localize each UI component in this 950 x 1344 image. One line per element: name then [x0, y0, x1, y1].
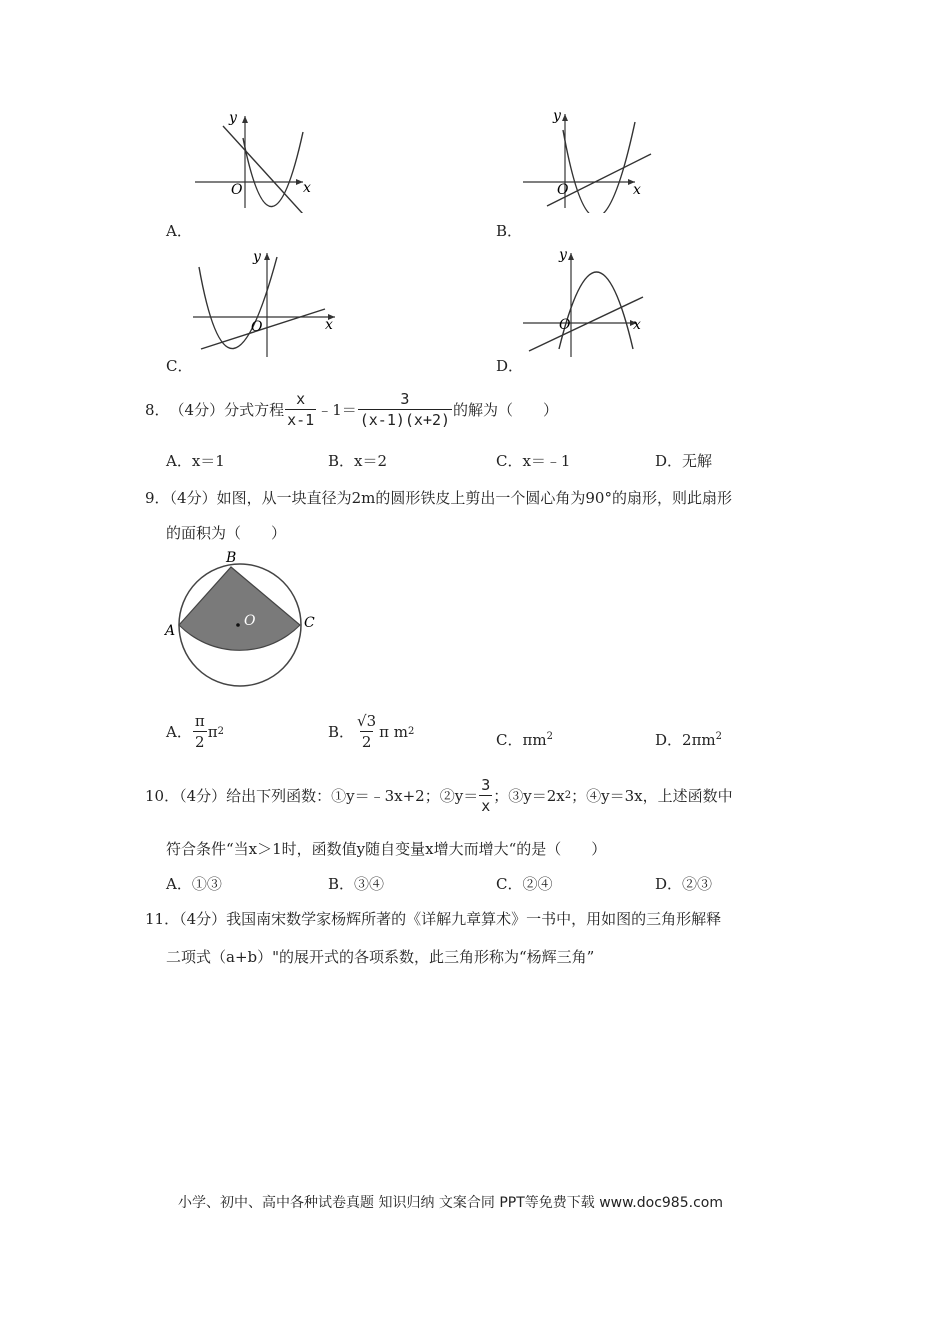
- question-10-line2: 符合条件“当x＞1时，函数值y随自变量x增大而增大“的是（ ）: [166, 840, 607, 858]
- question-9-line2: 的面积为（ ）: [166, 524, 287, 542]
- stem-part-b: ；③y＝2x: [493, 787, 565, 805]
- origin-label: O: [559, 317, 571, 333]
- fraction-denominator: x-1: [287, 411, 315, 429]
- page-footer: 小学、初中、高中各种试卷真题 知识归纳 文案合同 PPT等免费下载 www.doc985.com: [178, 1195, 723, 1211]
- q8-option-b: B．x＝2: [328, 452, 388, 470]
- stem-mid: ﹣1＝: [317, 401, 357, 419]
- fraction: [479, 776, 492, 815]
- fraction-numerator: 3: [481, 776, 491, 794]
- y-axis-arrow: [242, 116, 248, 123]
- x-label: x: [633, 182, 641, 198]
- exponent: 2: [715, 731, 723, 742]
- stem-prefix: （4分）分式方程: [169, 401, 285, 419]
- question-10-line1: [145, 776, 733, 815]
- x-label: x: [303, 180, 311, 196]
- x-label: x: [325, 317, 333, 333]
- option-unit: π: [207, 722, 218, 741]
- q8-option-a: A．x＝1: [166, 452, 225, 470]
- point-o-label: O: [244, 613, 256, 629]
- q9-option-b: [328, 712, 414, 751]
- origin-label: O: [231, 182, 243, 198]
- y-label: y: [229, 110, 237, 126]
- fraction-numerator: 3: [400, 390, 410, 408]
- option-unit: π m: [379, 722, 408, 741]
- y-label: y: [559, 247, 567, 263]
- q8-option-c: C．x＝﹣1: [496, 452, 571, 470]
- fraction-denominator: x: [481, 797, 491, 815]
- q8-option-d: D．无解: [655, 452, 713, 470]
- fraction-2: [358, 390, 452, 429]
- graph-c: [185, 245, 345, 360]
- fraction-numerator: π: [194, 712, 205, 730]
- stem-suffix: 的解为（ ）: [453, 401, 559, 419]
- shaded-sector: [179, 567, 300, 650]
- y-axis-arrow: [562, 114, 568, 121]
- parabola: [559, 272, 633, 349]
- y-axis-arrow: [264, 253, 270, 260]
- graph-a: [185, 108, 325, 213]
- q10-option-c: C．②④: [496, 875, 553, 893]
- fraction-denominator: 2: [195, 733, 205, 751]
- option-c-label: C．: [166, 357, 193, 375]
- stem-part-c: ；④y＝3x，上述函数中: [571, 787, 733, 805]
- option-text: D．2πm: [655, 731, 716, 749]
- fraction-denominator: (x-1)(x+2): [359, 411, 451, 429]
- option-text: C．πm: [496, 731, 547, 749]
- line: [547, 154, 651, 206]
- fraction-numerator: x: [296, 390, 306, 408]
- origin-label: O: [251, 319, 263, 335]
- q9-option-d: [655, 729, 722, 750]
- question-11-line1: 11．（4分）我国南宋数学家杨辉所著的《详解九章算术》一书中，用如图的三角形解释: [145, 910, 722, 928]
- q10-option-d: D．②③: [655, 875, 713, 893]
- q9-option-c: [496, 729, 553, 750]
- point-c-label: C: [304, 615, 315, 631]
- graph-b: [515, 108, 660, 213]
- fraction-1: [285, 390, 316, 429]
- y-label: y: [553, 108, 561, 124]
- graph-d: [515, 245, 660, 360]
- question-9-line1: 9．（4分）如图，从一块直径为2m的圆形铁皮上剪出一个圆心角为90°的扇形，则此扇形: [145, 489, 732, 507]
- exponent: 2: [217, 726, 224, 737]
- exponent: 2: [408, 726, 415, 737]
- fraction-numerator: √3: [357, 712, 377, 730]
- question-8-stem: [145, 390, 558, 429]
- center-dot: [236, 623, 240, 627]
- q10-option-a: A．①③: [166, 875, 222, 893]
- x-axis-arrow: [296, 179, 303, 185]
- option-label: B．: [328, 723, 355, 741]
- sector-figure: [160, 545, 330, 695]
- parabola: [243, 132, 303, 207]
- option-a-label: A．: [166, 222, 192, 240]
- question-number: 8．: [145, 401, 170, 419]
- option-label: A．: [166, 723, 192, 741]
- exponent: 2: [564, 790, 572, 801]
- y-axis-arrow: [568, 253, 574, 260]
- fraction-denominator: 2: [361, 733, 372, 751]
- q10-option-b: B．③④: [328, 875, 385, 893]
- point-a-label: A: [165, 623, 176, 639]
- fraction: [355, 712, 378, 751]
- q9-option-a: [166, 712, 224, 751]
- stem-part-a: 10．（4分）给出下列函数：①y＝﹣3x+2；②y＝: [145, 787, 479, 805]
- parabola: [199, 257, 277, 349]
- option-b-label: B．: [496, 222, 523, 240]
- question-11-line2: 二项式（a+b）"的展开式的各项系数，此三角形称为“杨辉三角”: [166, 948, 595, 966]
- option-d-label: D．: [496, 357, 524, 375]
- line: [201, 309, 325, 349]
- exponent: 2: [546, 731, 553, 742]
- x-label: x: [633, 317, 641, 333]
- y-label: y: [253, 249, 261, 265]
- origin-label: O: [557, 182, 569, 198]
- fraction: [193, 712, 207, 751]
- point-b-label: B: [226, 550, 237, 566]
